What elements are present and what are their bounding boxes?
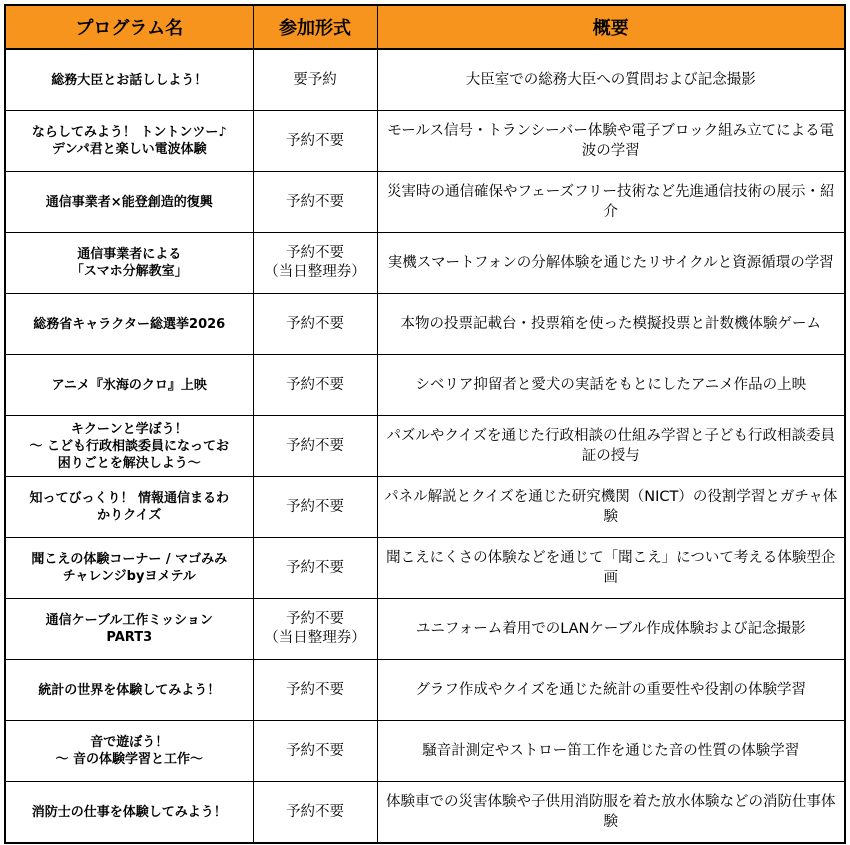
program-name-line: 困りごとを解決しよう～ bbox=[57, 455, 201, 471]
program-name-line: 総務省キャラクター総選挙2026 bbox=[33, 316, 226, 332]
summary-cell: シベリア抑留者と愛犬の実話をもとにしたアニメ作品の上映 bbox=[377, 355, 845, 416]
participation-format-line: 予約不要 bbox=[286, 315, 344, 332]
participation-format-cell bbox=[253, 294, 377, 355]
table-row bbox=[5, 172, 845, 233]
program-name-line: チャレンジbyヨメテル bbox=[62, 569, 196, 584]
program-name-cell bbox=[5, 477, 253, 538]
program-name-cell bbox=[5, 49, 253, 111]
participation-format-line: 予約不要 bbox=[286, 132, 344, 149]
summary-cell: 騒音計測定やストロー笛工作を通じた音の性質の体験学習 bbox=[377, 721, 845, 782]
program-name-line: かりクイズ bbox=[97, 508, 162, 523]
participation-format-line: 予約不要 bbox=[286, 498, 344, 515]
summary-cell: 災害時の通信確保やフェーズフリー技術など先進通信技術の展示・紹介 bbox=[377, 172, 845, 233]
program-table-container bbox=[4, 4, 846, 844]
header-row bbox=[5, 5, 845, 49]
participation-format-cell bbox=[253, 416, 377, 477]
program-name-line: 統計の世界を体験してみよう！ bbox=[38, 682, 221, 698]
program-name-cell bbox=[5, 111, 253, 172]
participation-format-cell bbox=[253, 660, 377, 721]
program-name-cell bbox=[5, 660, 253, 721]
participation-format-line: 予約不要 bbox=[286, 376, 344, 393]
table-row bbox=[5, 538, 845, 599]
summary-cell: モールス信号・トランシーバー体験や電子ブロック組み立てによる電波の学習 bbox=[377, 111, 845, 172]
participation-format-cell bbox=[253, 355, 377, 416]
participation-format-line: 予約不要 bbox=[286, 559, 344, 576]
table-row bbox=[5, 477, 845, 538]
program-name-line: PART3 bbox=[106, 630, 153, 645]
program-name-line: 通信事業者×能登創造的復興 bbox=[45, 194, 213, 210]
participation-format-cell bbox=[253, 782, 377, 844]
program-name-line: ～ こども行政相談委員になってお bbox=[29, 438, 230, 454]
participation-format-line: 予約不要 bbox=[286, 611, 344, 627]
program-name-line: 聞こえの体験コーナー / マゴみみ bbox=[31, 552, 228, 567]
header-program-name: プログラム名 bbox=[5, 5, 253, 49]
participation-format-cell bbox=[253, 538, 377, 599]
participation-format-line: 予約不要 bbox=[286, 742, 344, 759]
program-name-line: 「スマホ分解教室」 bbox=[70, 264, 188, 279]
program-name-cell bbox=[5, 233, 253, 294]
summary-cell: 体験車での災害体験や子供用消防服を着た放水体験などの消防仕事体験 bbox=[377, 782, 845, 844]
program-name-line: ならしてみよう！ トントンツー♪ bbox=[31, 125, 227, 140]
program-name-line: アニメ『氷海のクロ』上映 bbox=[51, 377, 207, 393]
summary-cell: 聞こえにくさの体験などを通じて「聞こえ」について考える体験型企画 bbox=[377, 538, 845, 599]
participation-format-cell bbox=[253, 233, 377, 294]
program-name-cell bbox=[5, 294, 253, 355]
program-name-cell bbox=[5, 172, 253, 233]
summary-cell: パネル解説とクイズを通じた研究機関（NICT）の役割学習とガチャ体験 bbox=[377, 477, 845, 538]
table-row bbox=[5, 416, 845, 477]
participation-format-line: （当日整理券） bbox=[264, 264, 366, 280]
header-summary: 概要 bbox=[377, 5, 845, 49]
table-row bbox=[5, 111, 845, 172]
header-format: 参加形式 bbox=[253, 5, 377, 49]
table-row bbox=[5, 49, 845, 111]
summary-cell: パズルやクイズを通じた行政相談の仕組み学習と子ども行政相談委員証の授与 bbox=[377, 416, 845, 477]
participation-format-cell bbox=[253, 172, 377, 233]
program-name-cell bbox=[5, 538, 253, 599]
program-name-line: 通信事業者による bbox=[77, 247, 182, 262]
table-row bbox=[5, 599, 845, 660]
program-name-line: キクーンと学ぼう！ bbox=[70, 421, 188, 437]
program-name-cell bbox=[5, 416, 253, 477]
table-row bbox=[5, 233, 845, 294]
program-name-line: 知ってびっくり！ 情報通信まるわ bbox=[29, 491, 230, 506]
participation-format-line: 要予約 bbox=[293, 71, 337, 88]
program-name-line: 通信ケーブル工作ミッション bbox=[45, 613, 213, 628]
summary-cell: 本物の投票記載台・投票箱を使った模擬投票と計数機体験ゲーム bbox=[377, 294, 845, 355]
participation-format-cell bbox=[253, 477, 377, 538]
participation-format-cell bbox=[253, 721, 377, 782]
summary-cell: 大臣室での総務大臣への質問および記念撮影 bbox=[377, 49, 845, 111]
table-row bbox=[5, 294, 845, 355]
participation-format-line: 予約不要 bbox=[286, 193, 344, 210]
participation-format-cell bbox=[253, 49, 377, 111]
participation-format-line: 予約不要 bbox=[286, 245, 344, 261]
participation-format-cell bbox=[253, 599, 377, 660]
program-name-line: 音で遊ぼう！ bbox=[90, 735, 169, 750]
program-name-cell bbox=[5, 599, 253, 660]
summary-cell: グラフ作成やクイズを通じた統計の重要性や役割の体験学習 bbox=[377, 660, 845, 721]
summary-cell: ユニフォーム着用でのLANケーブル作成体験および記念撮影 bbox=[377, 599, 845, 660]
table-row bbox=[5, 782, 845, 844]
table-row bbox=[5, 355, 845, 416]
program-name-line: デンパ君と楽しい電波体験 bbox=[51, 142, 207, 157]
participation-format-line: （当日整理券） bbox=[264, 630, 366, 646]
program-name-cell bbox=[5, 782, 253, 844]
table-row bbox=[5, 721, 845, 782]
program-name-cell bbox=[5, 721, 253, 782]
program-table bbox=[4, 4, 846, 844]
table-row bbox=[5, 660, 845, 721]
participation-format-cell bbox=[253, 111, 377, 172]
program-name-cell bbox=[5, 355, 253, 416]
program-name-line: 消防士の仕事を体験してみよう！ bbox=[31, 804, 227, 820]
summary-cell: 実機スマートフォンの分解体験を通じたリサイクルと資源循環の学習 bbox=[377, 233, 845, 294]
participation-format-line: 予約不要 bbox=[286, 681, 344, 698]
participation-format-line: 予約不要 bbox=[286, 803, 344, 820]
program-name-line: 総務大臣とお話ししよう！ bbox=[51, 72, 208, 88]
participation-format-line: 予約不要 bbox=[286, 437, 344, 454]
program-name-line: ～ 音の体験学習と工作～ bbox=[55, 752, 204, 767]
